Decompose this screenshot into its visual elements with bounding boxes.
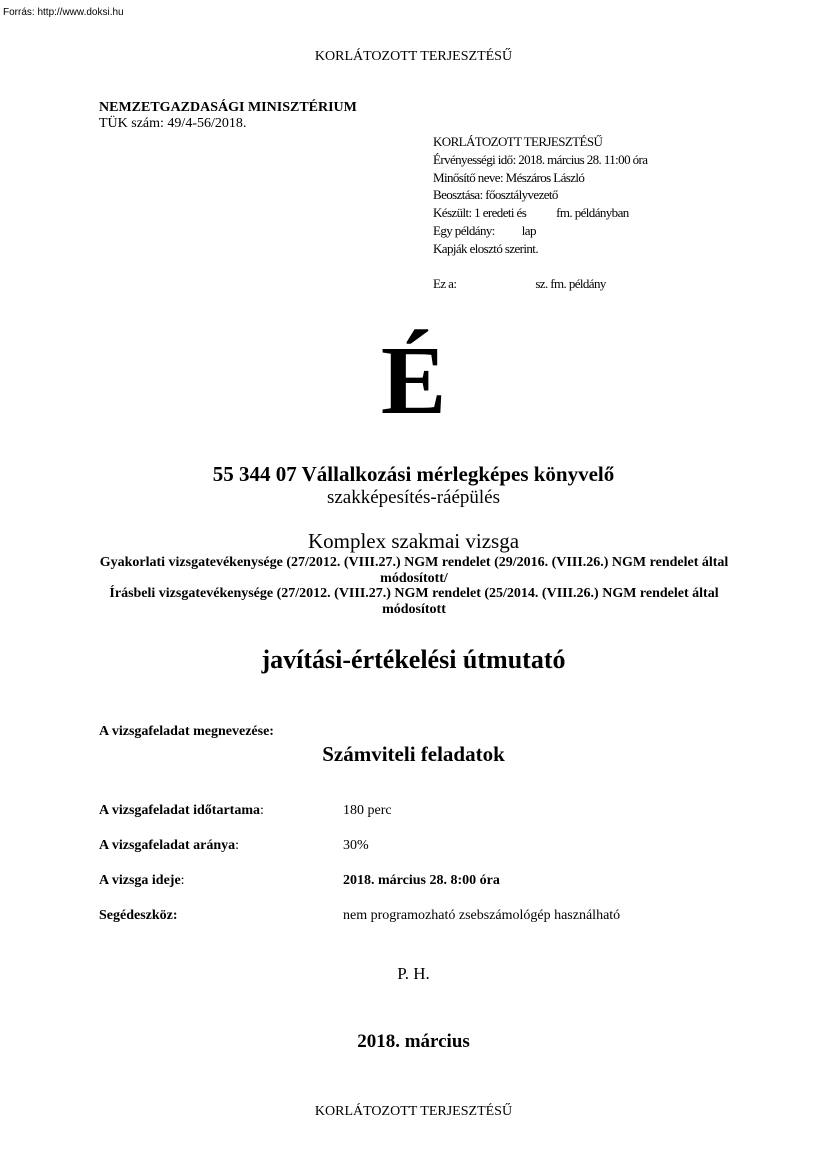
exam-date-label: A vizsga ideje: <box>99 873 185 888</box>
exam-rules <box>84 555 744 617</box>
classifier-position: Beosztása: főosztályvezető <box>433 187 558 203</box>
task-name-label: A vizsgafeladat megnevezése: <box>99 724 274 739</box>
copies-made-prefix: Készült: 1 eredeti és <box>433 205 527 221</box>
ratio-value: 30% <box>343 838 369 853</box>
source-line: Forrás: http://www.doksi.hu <box>3 7 124 18</box>
written-rule: Írásbeli vizsgatevékenysége (27/2012. (VIII.27.) NGM rendelet (25/2014. (VIII.26.) NGM rendelet által módosított <box>109 586 719 617</box>
header-restricted-label: KORLÁTOZOTT TERJESZTÉSŰ <box>314 49 513 64</box>
classification-block <box>433 133 647 293</box>
copies-made-suffix: fm. példányban <box>556 205 629 221</box>
footer-restricted-label: KORLÁTOZOTT TERJESZTÉSŰ <box>314 1104 513 1119</box>
exam-date-value: 2018. március 28. 8:00 óra <box>343 873 500 888</box>
distribution: Kapják elosztó szerint. <box>433 240 538 256</box>
copy-pages-prefix: Egy példány: <box>433 222 495 238</box>
qualification-subtitle: szakképesítés-ráépülés <box>326 487 501 508</box>
copy-number-prefix: Ez a: <box>433 276 457 292</box>
task-name: Számviteli feladatok <box>322 742 505 766</box>
issue-date: 2018. március <box>357 1031 470 1052</box>
tuk-number: TÜK szám: 49/4-56/2018. <box>99 116 247 131</box>
tools-label: Segédeszköz: <box>99 908 178 923</box>
copy-number <box>433 275 647 293</box>
classification-restricted: KORLÁTOZOTT TERJESZTÉSŰ <box>433 134 603 149</box>
guide-title: javítási-értékelési útmutató <box>261 645 566 674</box>
exam-level-letter: É <box>380 327 447 435</box>
copies-made <box>433 204 647 222</box>
duration-label: A vizsgafeladat időtartama: <box>99 803 264 818</box>
ministry-name: NEMZETGAZDASÁGI MINISZTÉRIUM <box>99 100 357 115</box>
stamp-placeholder: P. H. <box>397 964 430 983</box>
copy-pages <box>433 222 647 240</box>
qualification-title: 55 344 07 Vállalkozási mérlegképes könyvelő <box>212 462 615 486</box>
exam-type: Komplex szakmai vizsga <box>307 529 520 553</box>
tools-value: nem programozható zsebszámológép használható <box>343 908 621 923</box>
copy-number-suffix: sz. fm. példány <box>535 276 606 292</box>
copy-pages-suffix: lap <box>521 222 536 238</box>
classifier-name: Minősítő neve: Mészáros László <box>433 169 585 185</box>
validity-time: Érvényességi idő: 2018. március 28. 11:00 óra <box>433 151 648 167</box>
ministry-block <box>99 100 357 132</box>
practical-rule: Gyakorlati vizsgatevékenysége (27/2012. (VIII.27.) NGM rendelet (29/2016. (VIII.26.) NGM rendelet által módosított/ <box>99 555 729 586</box>
ratio-label: A vizsgafeladat aránya: <box>99 838 239 853</box>
duration-value: 180 perc <box>343 803 392 818</box>
